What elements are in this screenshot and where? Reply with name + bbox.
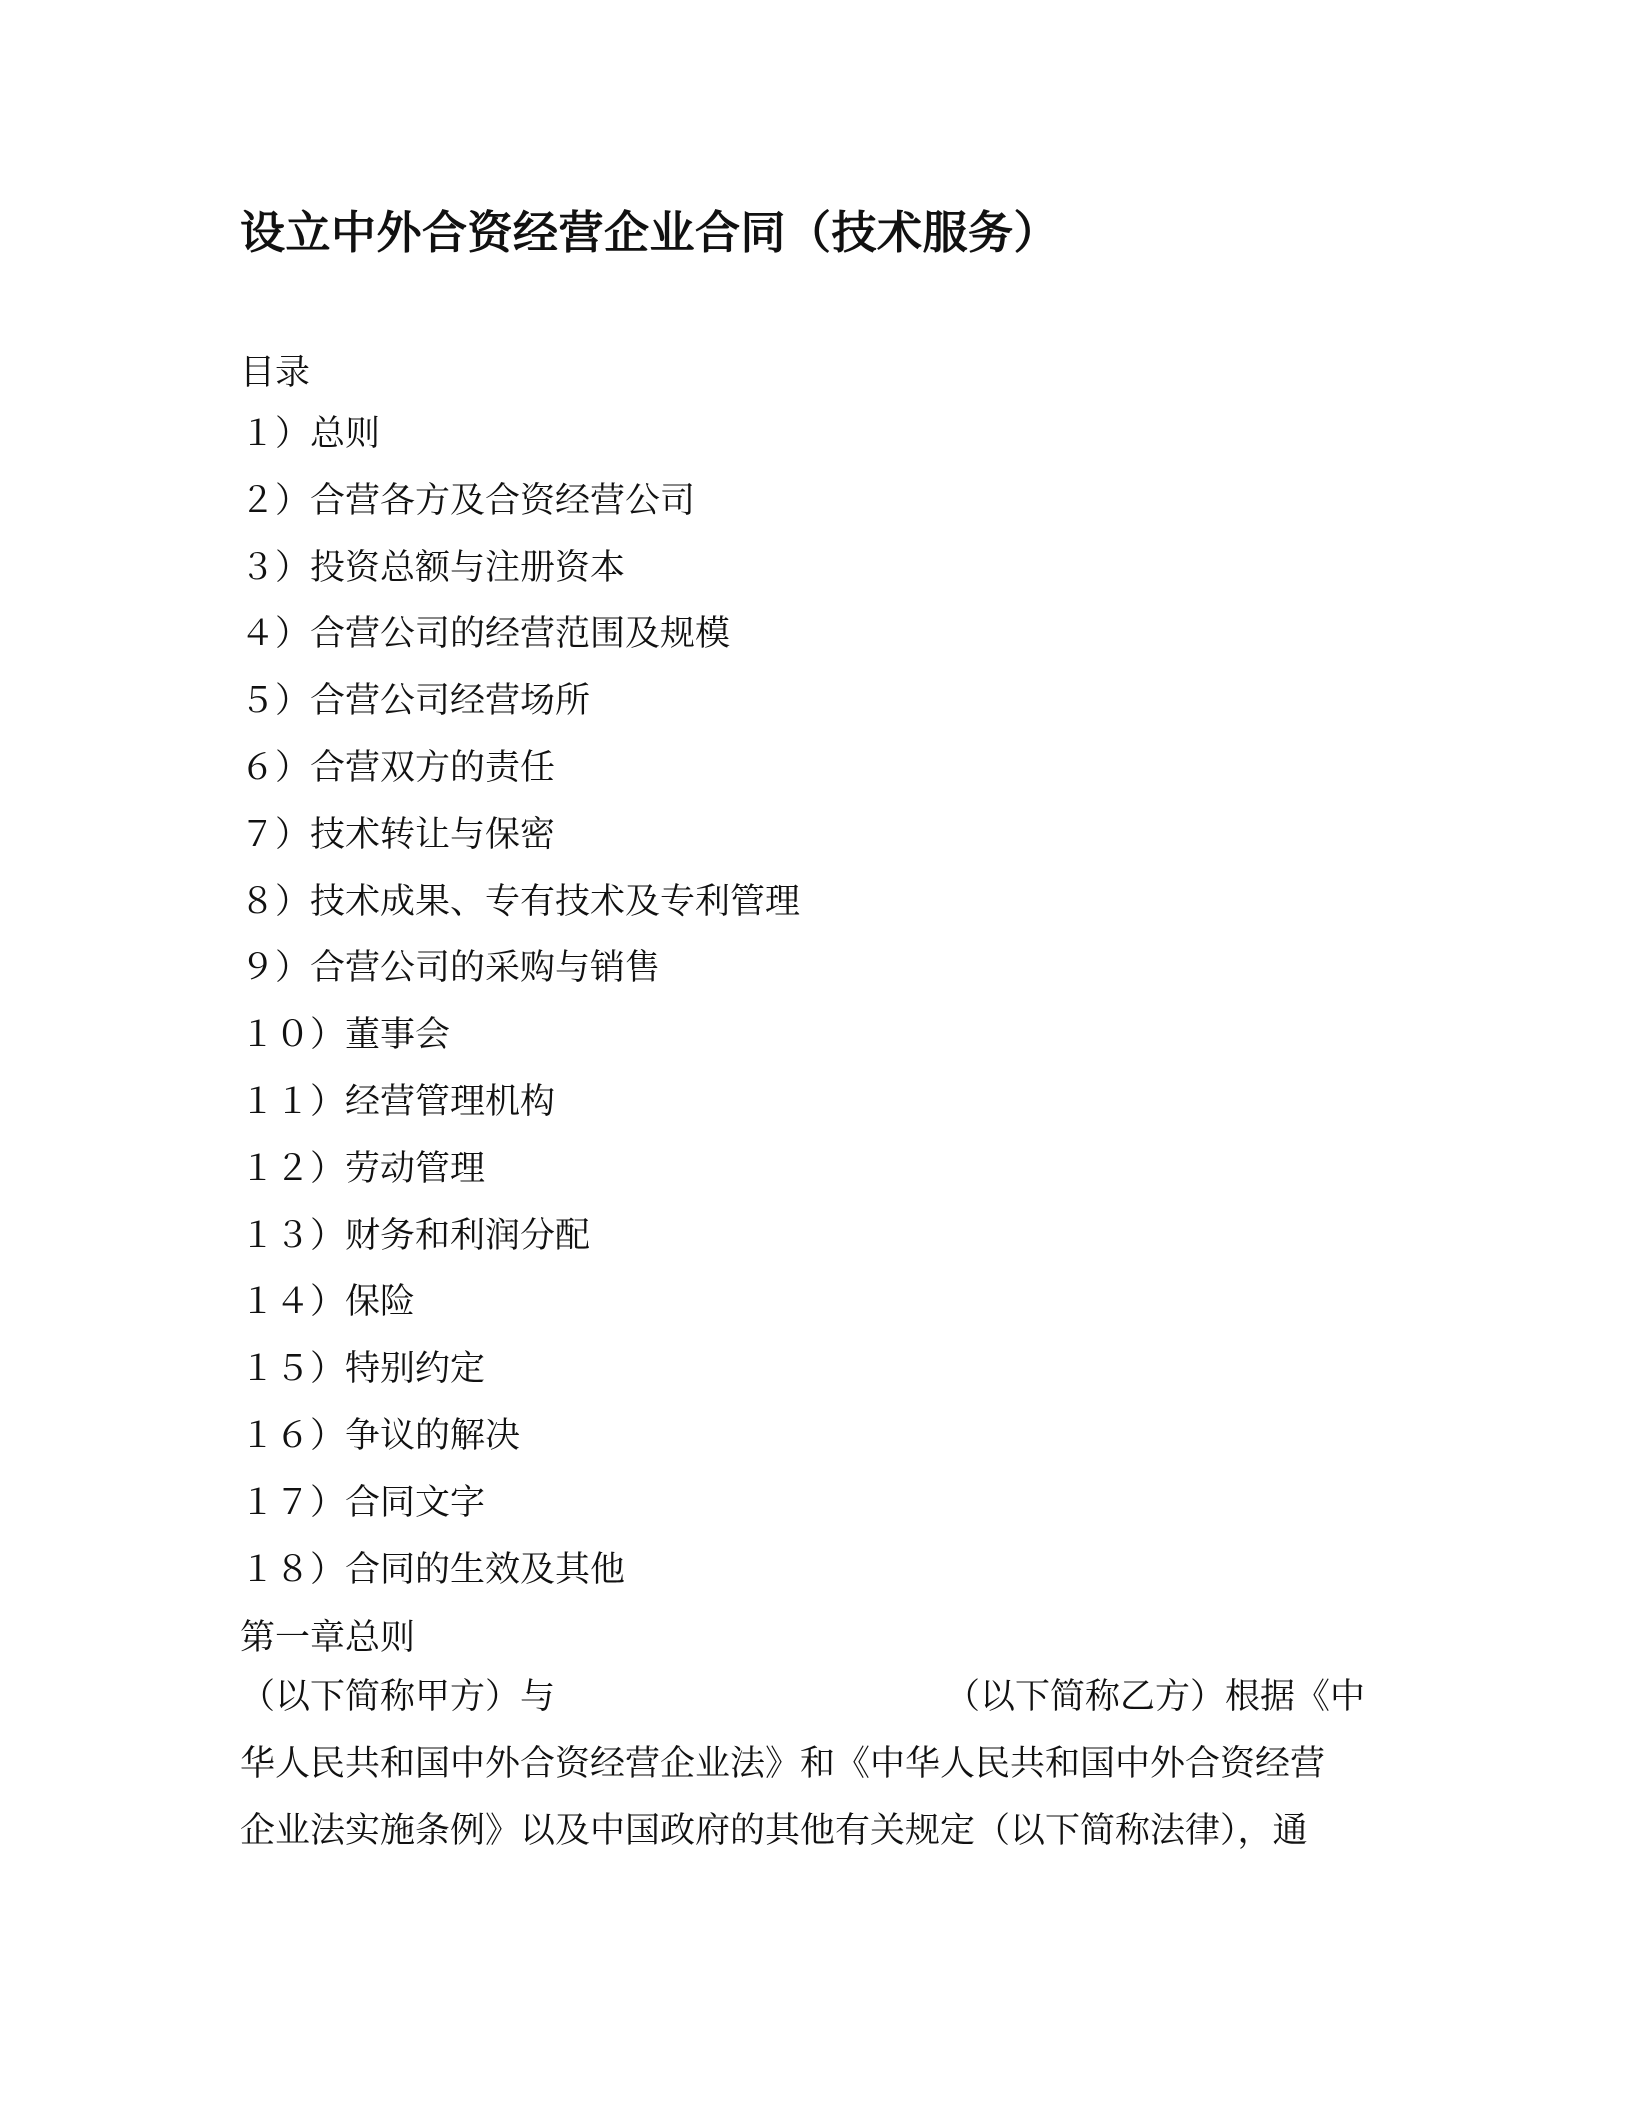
toc-list — [240, 412, 800, 1614]
toc-item: ６）合营双方的责任 — [240, 747, 556, 788]
toc-item: ７）技术转让与保密 — [240, 814, 556, 855]
body-line: 企业法实施条例》以及中国政府的其他有关规定（以下简称法律），通 — [240, 1811, 1308, 1851]
party-a-clause: （以下简称甲方）与 — [240, 1677, 556, 1717]
toc-item: １４）保险 — [240, 1282, 416, 1323]
toc-item: １５）特别约定 — [240, 1349, 486, 1390]
toc-item: １６）争议的解决 — [240, 1415, 521, 1456]
body-line — [240, 1672, 1400, 1739]
chapter-body-paragraph — [240, 1672, 1400, 1873]
toc-item: １）总则 — [240, 414, 381, 454]
toc-item: １８）合同的生效及其他 — [240, 1549, 626, 1590]
toc-item: ５）合营公司经营场所 — [240, 681, 591, 722]
toc-item: ３）投资总额与注册资本 — [240, 547, 626, 588]
party-b-clause: （以下简称乙方）根据《中 — [945, 1677, 1366, 1717]
toc-item: １７）合同文字 — [240, 1482, 486, 1523]
toc-item: １３）财务和利润分配 — [240, 1215, 591, 1256]
toc-item: ２）合营各方及合资经营公司 — [240, 480, 696, 521]
document-title: 设立中外合资经营企业合同（技术服务） — [240, 206, 1060, 259]
toc-item: ９）合营公司的采购与销售 — [240, 948, 661, 989]
toc-item: １２）劳动管理 — [240, 1148, 486, 1189]
toc-item: １０）董事会 — [240, 1015, 451, 1056]
toc-item: １１）经营管理机构 — [240, 1081, 556, 1122]
body-line: 华人民共和国中外合资经营企业法》和《中华人民共和国中外合资经营 — [240, 1744, 1326, 1784]
toc-heading: 目录 — [240, 353, 311, 393]
chapter-heading: 第一章总则 — [240, 1618, 416, 1658]
toc-item: ４）合营公司的经营范围及规模 — [240, 614, 731, 655]
toc-item: ８）技术成果、专有技术及专利管理 — [240, 881, 801, 922]
